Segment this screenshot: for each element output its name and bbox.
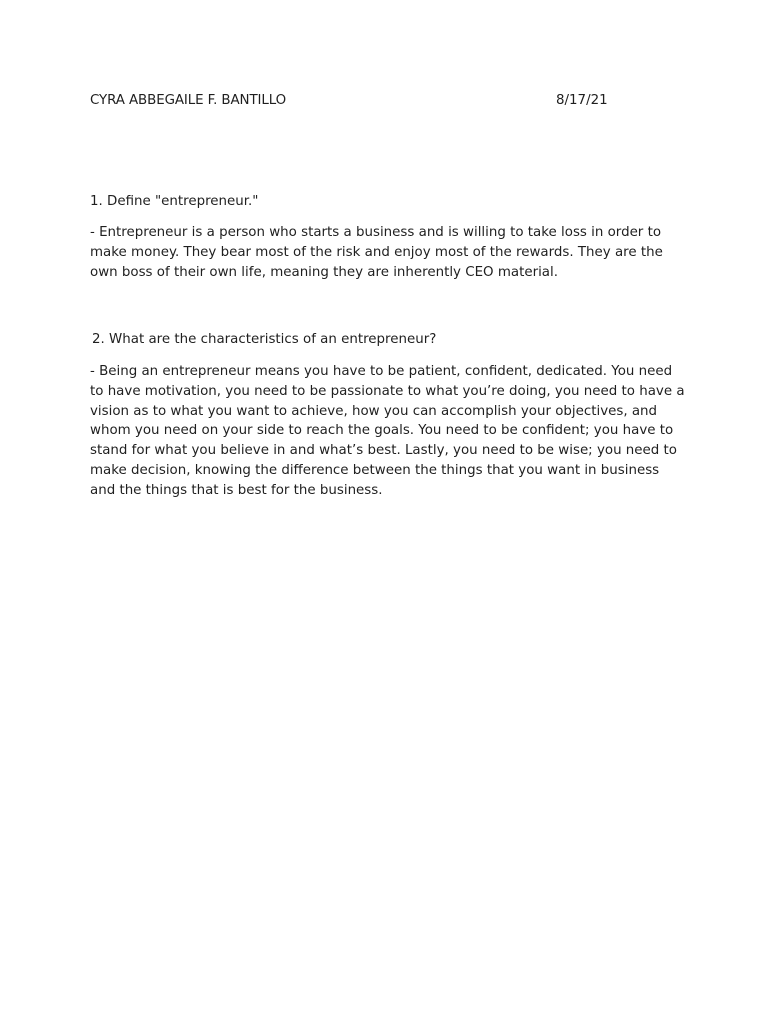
- document-header: [90, 93, 630, 113]
- answer-1: - Entrepreneur is a person who starts a business and is willing to take loss in order to make money. They bear most of the risk and enjoy most of the rewards. They are the own boss of their own life, meaning they are inherently CEO material.: [90, 225, 663, 280]
- document-date: 8/17/21: [556, 93, 608, 108]
- answer-2: - Being an entrepreneur means you have to be patient, confident, dedicated. You need to have motivation, you need to be passionate to what you’re doing, you need to have a vision as to what you want to achieve, how you can accomplish your objectives, and whom you need on your side to reach the goals. You need to be confident; you have to stand for what you believe in and what’s best. Lastly, you need to be wise; you need to make decision, knowing the difference between the things that you want in business and the things that is best for the business.: [90, 364, 685, 498]
- question-2: 2. What are the characteristics of an entrepreneur?: [92, 332, 437, 347]
- author-name: CYRA ABBEGAILE F. BANTILLO: [90, 93, 287, 108]
- question-1: 1. Define "entrepreneur.": [90, 194, 259, 209]
